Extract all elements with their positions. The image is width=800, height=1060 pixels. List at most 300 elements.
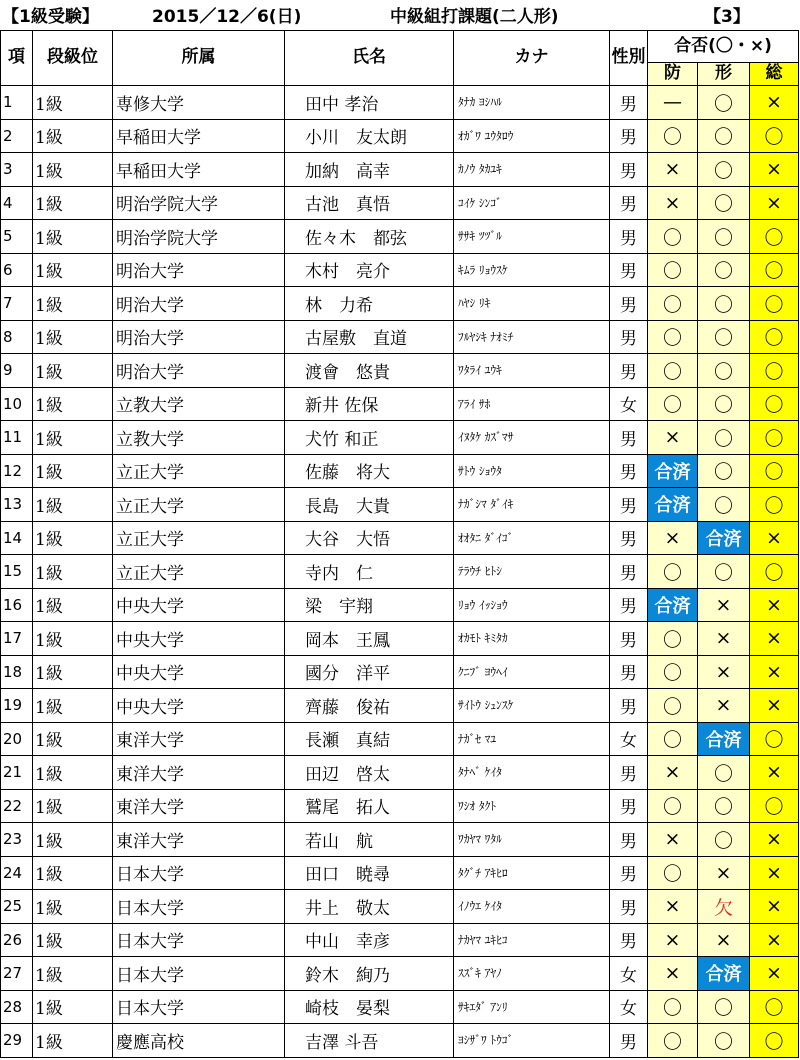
col-header-idx: 項 (1, 31, 33, 86)
cell-rank: 1級 (33, 789, 113, 823)
result-def: × (648, 823, 698, 857)
table-row (1, 990, 799, 1024)
result-total: × (750, 655, 799, 689)
cell-idx: 4 (1, 186, 33, 220)
result-total: 〇 (750, 119, 799, 153)
table-row (1, 923, 799, 957)
table-row (1, 287, 799, 321)
col-header-kana: カナ (454, 31, 610, 86)
result-total: × (750, 923, 799, 957)
cell-rank: 1級 (33, 856, 113, 890)
cell-affiliation: 早稲田大学 (113, 153, 285, 187)
table-row (1, 153, 799, 187)
cell-name: 大谷 大悟 (285, 521, 454, 555)
table-row (1, 789, 799, 823)
table-row (1, 220, 799, 254)
cell-idx: 19 (1, 689, 33, 723)
result-total: × (750, 856, 799, 890)
result-form: × (698, 622, 750, 656)
result-total: × (750, 86, 799, 120)
result-form: 〇 (698, 823, 750, 857)
cell-idx: 21 (1, 756, 33, 790)
cell-kana: ﾅｶﾔﾏ ﾕｷﾋｺ (454, 923, 610, 957)
cell-sex: 男 (610, 655, 648, 689)
cell-rank: 1級 (33, 655, 113, 689)
result-total: 〇 (750, 990, 799, 1024)
cell-name: 長瀬 真結 (285, 722, 454, 756)
result-form: × (698, 655, 750, 689)
cell-kana: ﾜﾀﾗｲ ﾕｳｷ (454, 354, 610, 388)
cell-affiliation: 明治大学 (113, 320, 285, 354)
cell-rank: 1級 (33, 722, 113, 756)
cell-idx: 29 (1, 1024, 33, 1058)
cell-sex: 男 (610, 622, 648, 656)
cell-sex: 男 (610, 354, 648, 388)
result-def: 〇 (648, 555, 698, 589)
cell-affiliation: 日本大学 (113, 990, 285, 1024)
cell-name: 渡會 悠貴 (285, 354, 454, 388)
result-def: 〇 (648, 856, 698, 890)
cell-sex: 男 (610, 923, 648, 957)
cell-kana: ｱﾗｲ ｻﾎ (454, 387, 610, 421)
cell-kana: ｻｷｴﾀﾞ ｱﾝﾘ (454, 990, 610, 1024)
cell-sex: 男 (610, 421, 648, 455)
cell-rank: 1級 (33, 153, 113, 187)
result-total: × (750, 823, 799, 857)
result-form: × (698, 689, 750, 723)
cell-rank: 1級 (33, 454, 113, 488)
cell-rank: 1級 (33, 86, 113, 120)
result-total: 〇 (750, 488, 799, 522)
cell-rank: 1級 (33, 823, 113, 857)
cell-kana: ﾖｼｻﾞﾜ ﾄｳｺﾞ (454, 1024, 610, 1058)
cell-sex: 男 (610, 1024, 648, 1058)
cell-name: 若山 航 (285, 823, 454, 857)
result-form: 〇 (698, 320, 750, 354)
cell-rank: 1級 (33, 756, 113, 790)
cell-rank: 1級 (33, 923, 113, 957)
table-row (1, 588, 799, 622)
cell-name: 中山 幸彦 (285, 923, 454, 957)
cell-name: 鈴木 絢乃 (285, 957, 454, 991)
cell-rank: 1級 (33, 320, 113, 354)
cell-sex: 男 (610, 890, 648, 924)
cell-kana: ｲﾇﾀｹ ｶｽﾞﾏｻ (454, 421, 610, 455)
result-total: 〇 (750, 253, 799, 287)
cell-name: 田口 暁尋 (285, 856, 454, 890)
cell-affiliation: 明治学院大学 (113, 186, 285, 220)
cell-sex: 男 (610, 320, 648, 354)
result-total: 〇 (750, 320, 799, 354)
result-def: × (648, 756, 698, 790)
cell-kana: ﾘｮｳ ｲｯｼｮｳ (454, 588, 610, 622)
table-row (1, 957, 799, 991)
cell-sex: 男 (610, 454, 648, 488)
cell-affiliation: 日本大学 (113, 856, 285, 890)
cell-affiliation: 明治大学 (113, 287, 285, 321)
cell-kana: ﾀﾅﾍﾞ ｹｲﾀ (454, 756, 610, 790)
result-def: 〇 (648, 789, 698, 823)
result-def: 〇 (648, 990, 698, 1024)
cell-kana: ｶﾉｳ ﾀｶﾕｷ (454, 153, 610, 187)
cell-affiliation: 立教大学 (113, 421, 285, 455)
cell-affiliation: 中央大学 (113, 622, 285, 656)
cell-idx: 6 (1, 253, 33, 287)
cell-name: 木村 亮介 (285, 253, 454, 287)
col-header-name: 氏名 (285, 31, 454, 86)
cell-name: 古屋敷 直道 (285, 320, 454, 354)
result-form: 〇 (698, 253, 750, 287)
cell-kana: ﾌﾙﾔｼｷ ﾅｵﾐﾁ (454, 320, 610, 354)
cell-sex: 女 (610, 990, 648, 1024)
cell-affiliation: 立正大学 (113, 555, 285, 589)
result-form: 〇 (698, 990, 750, 1024)
result-def: 〇 (648, 1024, 698, 1058)
result-form: × (698, 923, 750, 957)
result-total: 〇 (750, 354, 799, 388)
result-form: × (698, 588, 750, 622)
cell-sex: 男 (610, 153, 648, 187)
cell-name: 長島 大貴 (285, 488, 454, 522)
cell-rank: 1級 (33, 488, 113, 522)
result-total: 〇 (750, 287, 799, 321)
cell-idx: 15 (1, 555, 33, 589)
cell-idx: 10 (1, 387, 33, 421)
result-form: 〇 (698, 354, 750, 388)
cell-affiliation: 東洋大学 (113, 756, 285, 790)
result-def: 〇 (648, 689, 698, 723)
cell-kana: ｵｵﾀﾆ ﾀﾞｲｺﾞ (454, 521, 610, 555)
cell-sex: 男 (610, 789, 648, 823)
result-def: 〇 (648, 220, 698, 254)
col-header-def: 防 (648, 63, 698, 86)
cell-idx: 20 (1, 722, 33, 756)
table-row (1, 756, 799, 790)
cell-idx: 26 (1, 923, 33, 957)
result-def: 〇 (648, 387, 698, 421)
cell-kana: ｲﾉｳｴ ｹｲﾀ (454, 890, 610, 924)
cell-affiliation: 慶應高校 (113, 1024, 285, 1058)
cell-sex: 男 (610, 689, 648, 723)
exam-subject: 中級組打課題(二人形) (390, 7, 559, 27)
table-row (1, 1024, 799, 1058)
result-total: 〇 (750, 421, 799, 455)
cell-sex: 男 (610, 287, 648, 321)
result-def: 〇 (648, 287, 698, 321)
cell-kana: ｻｲﾄｳ ｼｭﾝｽｹ (454, 689, 610, 723)
cell-kana: ｽｽﾞｷ ｱﾔﾉ (454, 957, 610, 991)
cell-name: 犬竹 和正 (285, 421, 454, 455)
col-header-affiliation: 所属 (113, 31, 285, 86)
cell-name: 佐々木 都弦 (285, 220, 454, 254)
table-row (1, 186, 799, 220)
table-row (1, 86, 799, 120)
cell-idx: 28 (1, 990, 33, 1024)
cell-name: 齊藤 俊祐 (285, 689, 454, 723)
cell-kana: ｺｲｹ ｼﾝｺﾞ (454, 186, 610, 220)
cell-affiliation: 明治大学 (113, 354, 285, 388)
cell-rank: 1級 (33, 186, 113, 220)
cell-rank: 1級 (33, 287, 113, 321)
table-row (1, 856, 799, 890)
exam-title: 【1級受験】 (2, 7, 99, 27)
cell-name: 林 力希 (285, 287, 454, 321)
cell-kana: ﾅｶﾞｾ ﾏﾕ (454, 722, 610, 756)
cell-affiliation: 立正大学 (113, 521, 285, 555)
cell-idx: 16 (1, 588, 33, 622)
cell-rank: 1級 (33, 622, 113, 656)
result-def: × (648, 957, 698, 991)
col-header-result-group: 合否(〇・×) (648, 31, 799, 63)
cell-kana: ﾀﾅｶ ﾖｼﾊﾙ (454, 86, 610, 120)
cell-rank: 1級 (33, 421, 113, 455)
cell-affiliation: 明治学院大学 (113, 220, 285, 254)
cell-name: 古池 真悟 (285, 186, 454, 220)
table-row (1, 253, 799, 287)
result-total: × (750, 622, 799, 656)
result-total: × (750, 588, 799, 622)
result-form: 合済 (698, 722, 750, 756)
cell-sex: 男 (610, 488, 648, 522)
cell-sex: 男 (610, 521, 648, 555)
cell-sex: 男 (610, 588, 648, 622)
cell-kana: ﾀｸﾞﾁ ｱｷﾋﾛ (454, 856, 610, 890)
result-form: 〇 (698, 153, 750, 187)
result-form: 〇 (698, 287, 750, 321)
result-def: 〇 (648, 119, 698, 153)
cell-affiliation: 中央大学 (113, 689, 285, 723)
cell-kana: ｻﾄｳ ｼｮｳﾀ (454, 454, 610, 488)
cell-idx: 2 (1, 119, 33, 153)
col-header-total: 総 (750, 63, 799, 86)
col-header-sex: 性別 (610, 31, 648, 86)
cell-kana: ｸﾆﾌﾞ ﾖｳﾍｲ (454, 655, 610, 689)
result-total: 〇 (750, 220, 799, 254)
result-def: — (648, 86, 698, 120)
table-row (1, 454, 799, 488)
cell-idx: 24 (1, 856, 33, 890)
cell-kana: ﾃﾗｳﾁ ﾋﾄｼ (454, 555, 610, 589)
cell-idx: 9 (1, 354, 33, 388)
cell-idx: 8 (1, 320, 33, 354)
result-form: 〇 (698, 220, 750, 254)
result-form: 〇 (698, 555, 750, 589)
cell-sex: 女 (610, 722, 648, 756)
cell-name: 田中 孝治 (285, 86, 454, 120)
cell-kana: ﾅｶﾞｼﾏ ﾀﾞｲｷ (454, 488, 610, 522)
cell-rank: 1級 (33, 253, 113, 287)
result-form: 合済 (698, 957, 750, 991)
cell-idx: 18 (1, 655, 33, 689)
result-form: 〇 (698, 387, 750, 421)
cell-rank: 1級 (33, 220, 113, 254)
cell-idx: 7 (1, 287, 33, 321)
result-total: × (750, 756, 799, 790)
results-table (0, 30, 799, 1058)
result-def: × (648, 153, 698, 187)
result-form: 〇 (698, 1024, 750, 1058)
cell-idx: 1 (1, 86, 33, 120)
result-total: × (750, 890, 799, 924)
cell-rank: 1級 (33, 119, 113, 153)
cell-rank: 1級 (33, 354, 113, 388)
cell-name: 岡本 王鳳 (285, 622, 454, 656)
result-def: 合済 (648, 454, 698, 488)
result-total: 〇 (750, 387, 799, 421)
table-row (1, 488, 799, 522)
cell-idx: 17 (1, 622, 33, 656)
cell-idx: 27 (1, 957, 33, 991)
result-total: 〇 (750, 789, 799, 823)
cell-name: 吉澤 斗吾 (285, 1024, 454, 1058)
result-def: 〇 (648, 722, 698, 756)
result-total: 〇 (750, 1024, 799, 1058)
result-form: 合済 (698, 521, 750, 555)
cell-affiliation: 立正大学 (113, 488, 285, 522)
cell-kana: ｷﾑﾗ ﾘｮｳｽｹ (454, 253, 610, 287)
result-form: 〇 (698, 756, 750, 790)
table-row (1, 320, 799, 354)
col-header-form: 形 (698, 63, 750, 86)
cell-sex: 女 (610, 957, 648, 991)
cell-sex: 男 (610, 555, 648, 589)
cell-affiliation: 日本大学 (113, 923, 285, 957)
cell-kana: ｵｶﾓﾄ ｷﾐﾀｶ (454, 622, 610, 656)
cell-affiliation: 立教大学 (113, 387, 285, 421)
result-form: 〇 (698, 186, 750, 220)
result-def: × (648, 890, 698, 924)
cell-name: 田辺 啓太 (285, 756, 454, 790)
table-row (1, 119, 799, 153)
cell-idx: 11 (1, 421, 33, 455)
table-row (1, 387, 799, 421)
cell-affiliation: 東洋大学 (113, 823, 285, 857)
cell-affiliation: 東洋大学 (113, 789, 285, 823)
result-total: × (750, 521, 799, 555)
cell-affiliation: 中央大学 (113, 588, 285, 622)
cell-affiliation: 立正大学 (113, 454, 285, 488)
cell-sex: 女 (610, 387, 648, 421)
cell-affiliation: 東洋大学 (113, 722, 285, 756)
table-row (1, 354, 799, 388)
cell-rank: 1級 (33, 555, 113, 589)
cell-name: 崎枝 晏梨 (285, 990, 454, 1024)
result-total: × (750, 186, 799, 220)
cell-rank: 1級 (33, 689, 113, 723)
cell-idx: 14 (1, 521, 33, 555)
cell-kana: ﾜｼｵ ﾀｸﾄ (454, 789, 610, 823)
cell-affiliation: 中央大学 (113, 655, 285, 689)
cell-sex: 男 (610, 756, 648, 790)
cell-sex: 男 (610, 823, 648, 857)
result-form: 〇 (698, 421, 750, 455)
table-row (1, 890, 799, 924)
result-def: 〇 (648, 655, 698, 689)
cell-name: 鷲尾 拓人 (285, 789, 454, 823)
result-total: 〇 (750, 555, 799, 589)
cell-idx: 13 (1, 488, 33, 522)
result-def: 合済 (648, 488, 698, 522)
result-def: × (648, 186, 698, 220)
cell-rank: 1級 (33, 521, 113, 555)
result-def: 合済 (648, 588, 698, 622)
table-row (1, 622, 799, 656)
result-total: × (750, 153, 799, 187)
cell-kana: ｵｶﾞﾜ ﾕｳﾀﾛｳ (454, 119, 610, 153)
cell-kana: ﾜｶﾔﾏ ﾜﾀﾙ (454, 823, 610, 857)
result-form: 欠 (698, 890, 750, 924)
cell-sex: 男 (610, 856, 648, 890)
cell-name: 梁 宇翔 (285, 588, 454, 622)
result-total: × (750, 689, 799, 723)
cell-idx: 5 (1, 220, 33, 254)
result-total: 〇 (750, 722, 799, 756)
table-row (1, 689, 799, 723)
results-table-body (1, 86, 799, 1058)
table-row (1, 555, 799, 589)
cell-sex: 男 (610, 220, 648, 254)
result-total: × (750, 957, 799, 991)
cell-rank: 1級 (33, 588, 113, 622)
cell-kana: ﾊﾔｼ ﾘｷ (454, 287, 610, 321)
result-form: 〇 (698, 454, 750, 488)
cell-affiliation: 専修大学 (113, 86, 285, 120)
cell-idx: 12 (1, 454, 33, 488)
result-def: × (648, 421, 698, 455)
cell-idx: 22 (1, 789, 33, 823)
result-def: 〇 (648, 253, 698, 287)
cell-name: 小川 友太朗 (285, 119, 454, 153)
col-header-rank: 段級位 (33, 31, 113, 86)
cell-name: 國分 洋平 (285, 655, 454, 689)
cell-affiliation: 日本大学 (113, 890, 285, 924)
cell-kana: ｻｻｷ ﾂﾂﾞﾙ (454, 220, 610, 254)
cell-idx: 23 (1, 823, 33, 857)
cell-idx: 3 (1, 153, 33, 187)
result-def: 〇 (648, 622, 698, 656)
exam-date: 2015／12／6(日) (152, 7, 302, 27)
result-form: × (698, 856, 750, 890)
result-total: 〇 (750, 454, 799, 488)
table-row (1, 655, 799, 689)
table-row (1, 823, 799, 857)
cell-affiliation: 明治大学 (113, 253, 285, 287)
cell-sex: 男 (610, 253, 648, 287)
table-row (1, 521, 799, 555)
result-form: 〇 (698, 789, 750, 823)
cell-name: 加納 高幸 (285, 153, 454, 187)
cell-name: 新井 佐保 (285, 387, 454, 421)
result-def: × (648, 923, 698, 957)
cell-rank: 1級 (33, 957, 113, 991)
cell-rank: 1級 (33, 387, 113, 421)
cell-affiliation: 早稲田大学 (113, 119, 285, 153)
cell-rank: 1級 (33, 990, 113, 1024)
cell-name: 井上 敬太 (285, 890, 454, 924)
cell-sex: 男 (610, 186, 648, 220)
result-def: 〇 (648, 320, 698, 354)
cell-name: 佐藤 将大 (285, 454, 454, 488)
result-def: 〇 (648, 354, 698, 388)
title-bar (0, 0, 800, 30)
cell-sex: 男 (610, 119, 648, 153)
table-row (1, 421, 799, 455)
result-form: 〇 (698, 119, 750, 153)
cell-rank: 1級 (33, 1024, 113, 1058)
cell-rank: 1級 (33, 890, 113, 924)
cell-affiliation: 日本大学 (113, 957, 285, 991)
result-form: 〇 (698, 488, 750, 522)
